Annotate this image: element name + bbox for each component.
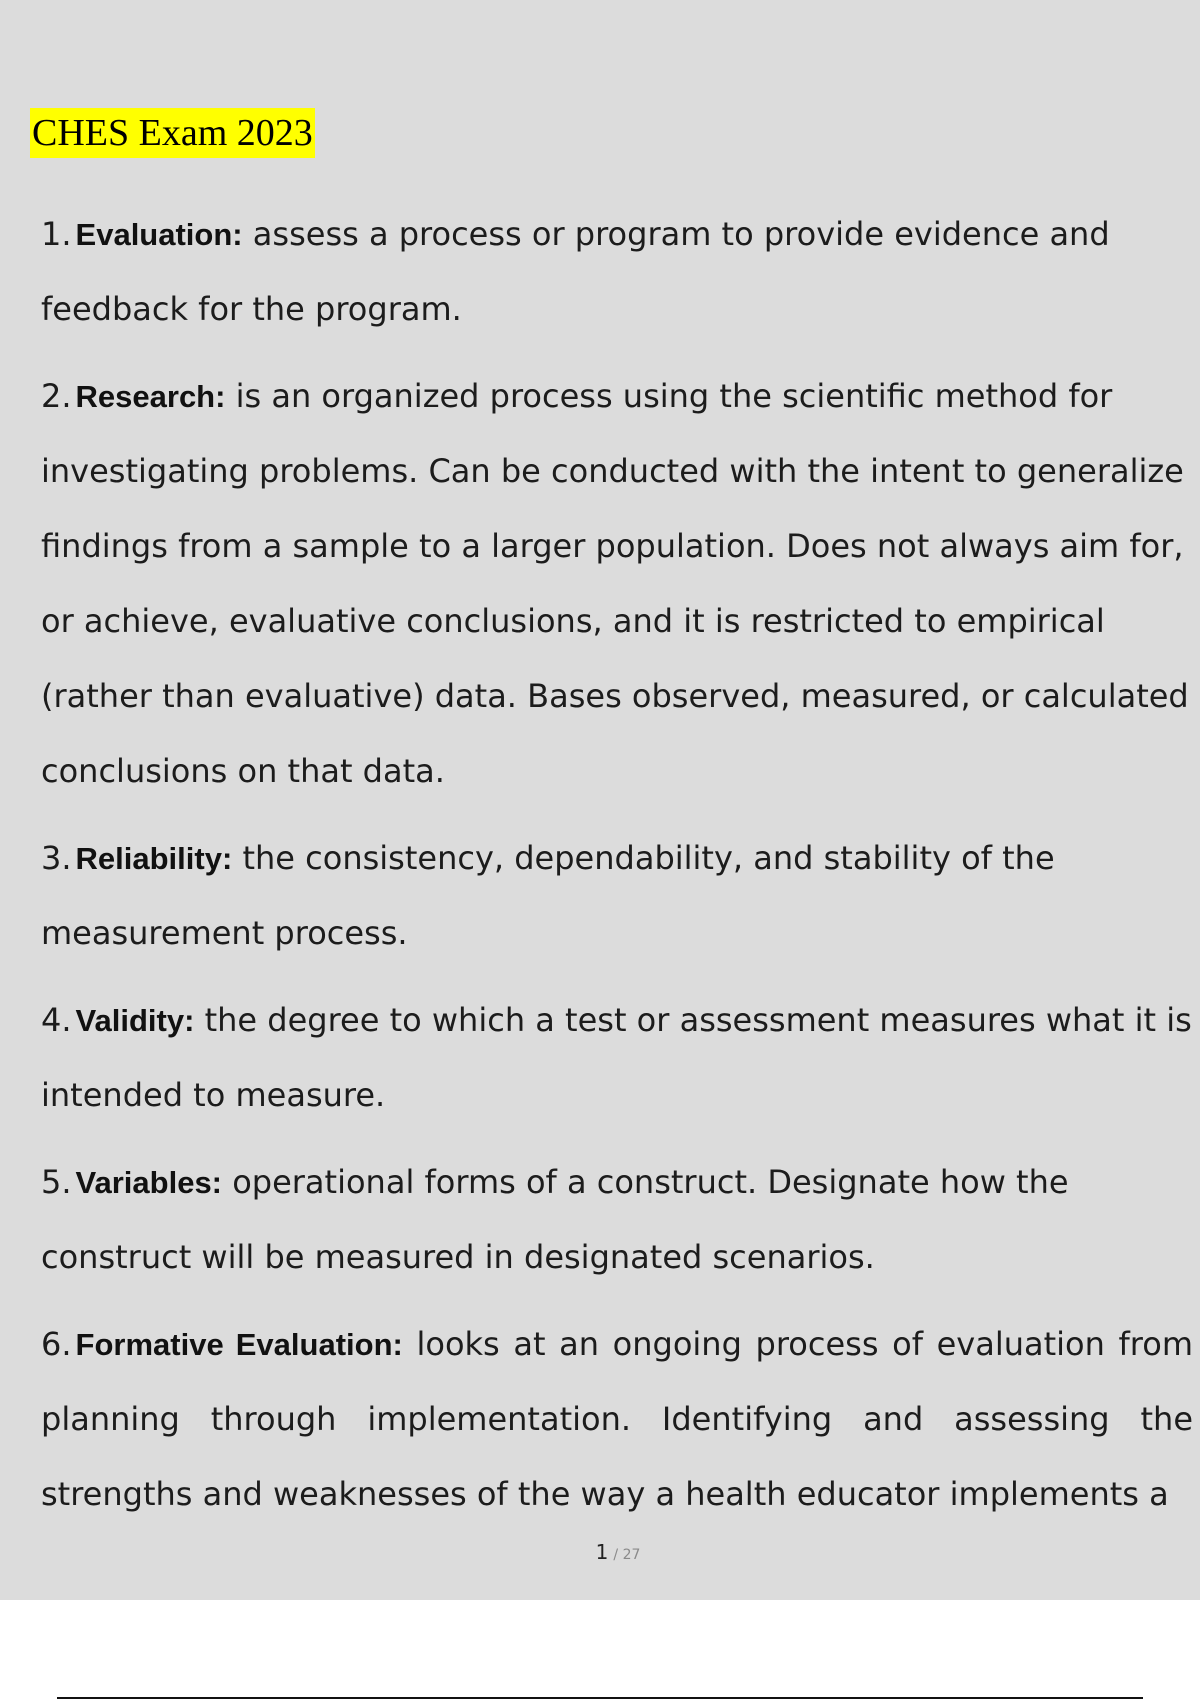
item-number: 6. <box>41 1325 72 1363</box>
item-term: Research: <box>75 379 226 414</box>
item-term: Formative Evaluation: <box>75 1327 403 1362</box>
item-definition: the consistency, dependability, and stability of the measurement process. <box>41 839 1055 952</box>
item-number: 4. <box>41 1001 72 1039</box>
definition-item-evaluation <box>41 197 1193 347</box>
item-number: 5. <box>41 1163 72 1201</box>
item-definition: the degree to which a test or assessment measures what it is intended to measure. <box>41 1001 1192 1114</box>
definition-item-reliability <box>41 821 1193 971</box>
item-number: 1. <box>41 215 72 253</box>
next-page-divider <box>57 1697 1143 1699</box>
definition-item-variables <box>41 1145 1193 1295</box>
definition-item-validity <box>41 983 1193 1133</box>
definition-item-research <box>41 359 1193 809</box>
definition-list <box>41 197 1193 1544</box>
item-definition: is an organized process using the scientific method for investigating problems. Can be conducted with the intent to generalize findings from a sample to a larger population. Does not always aim for, or achieve, evaluative conclusions, and it is restricted to empirical (rather than evaluative) data. Bases observed, measured, or calculated conclusions on that data. <box>41 377 1189 790</box>
item-definition: operational forms of a construct. Designate how the construct will be measured in designated scenarios. <box>41 1163 1069 1276</box>
definition-item-formative-evaluation <box>41 1307 1193 1532</box>
page-current: 1 <box>595 1540 609 1564</box>
item-term: Reliability: <box>75 841 233 876</box>
item-term: Validity: <box>75 1003 195 1038</box>
item-term: Evaluation: <box>75 217 243 252</box>
item-number: 3. <box>41 839 72 877</box>
item-definition: assess a process or program to provide evidence and feedback for the program. <box>41 215 1110 328</box>
item-definition: looks at an ongoing process of evaluation from planning through implementation. Identifying and assessing the strengths and weaknesses of the way a health educator implements a <box>41 1325 1193 1513</box>
document-title: CHES Exam 2023 <box>30 108 315 158</box>
item-number: 2. <box>41 377 72 415</box>
item-term: Variables: <box>75 1165 223 1200</box>
page-total: / 27 <box>613 1547 641 1563</box>
page-indicator <box>0 1540 1200 1564</box>
